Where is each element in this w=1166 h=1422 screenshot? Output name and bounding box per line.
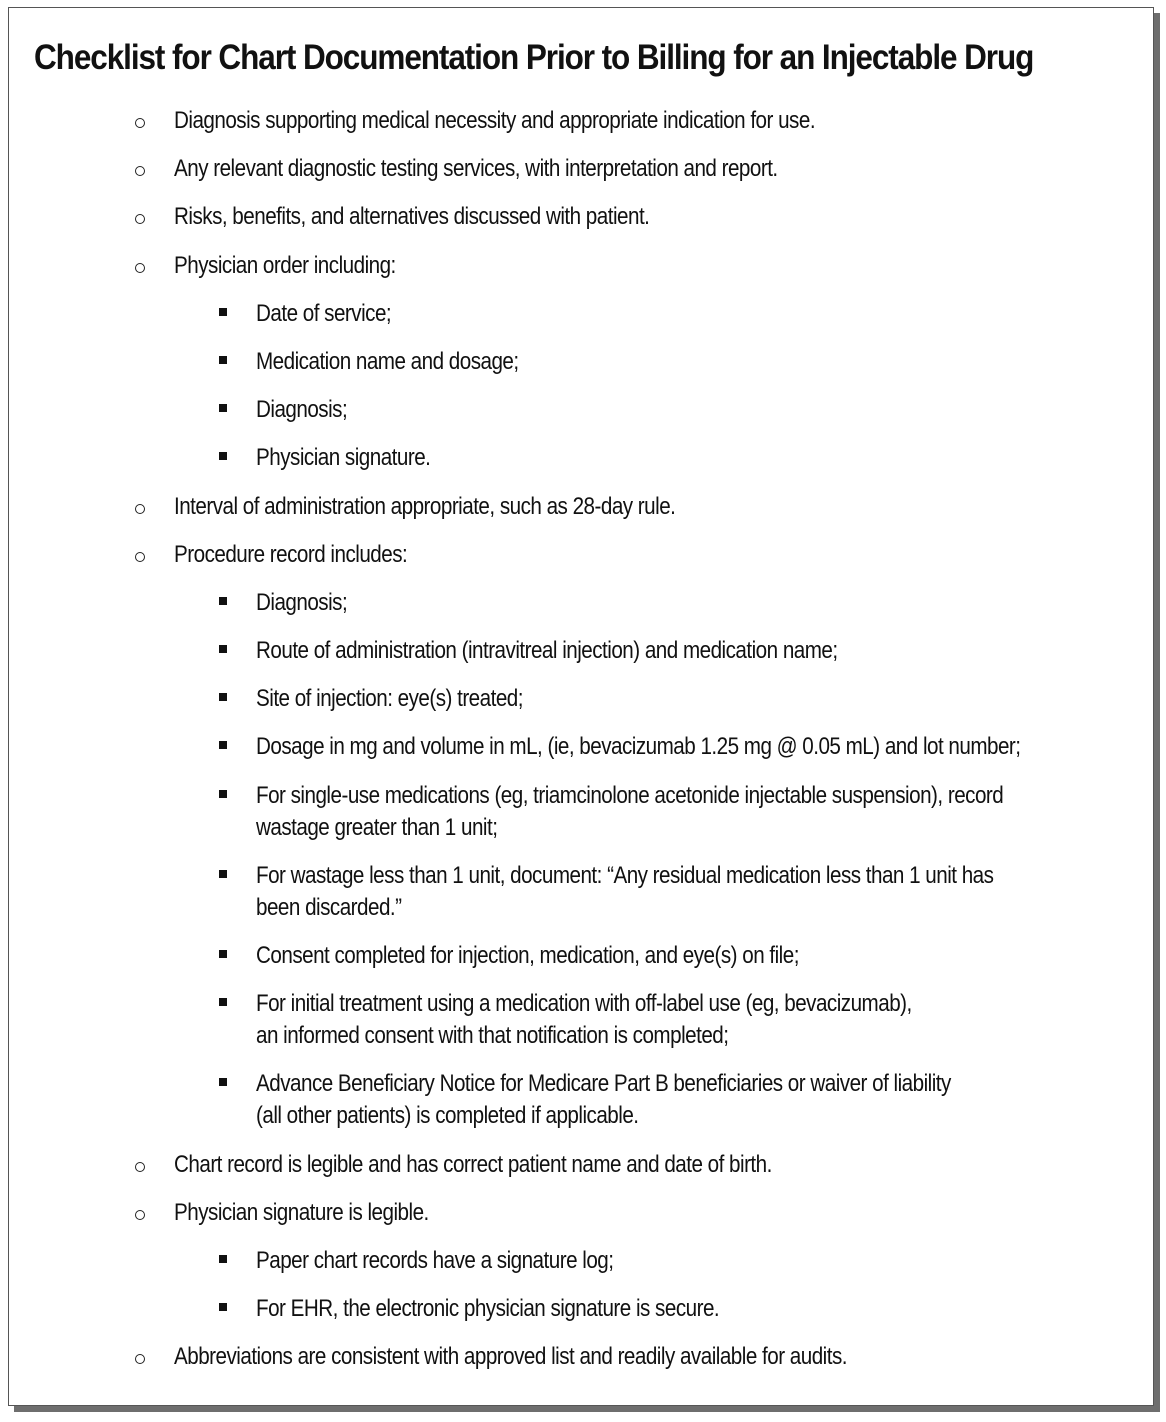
circle-bullet-icon — [135, 1162, 145, 1172]
checklist-item-text: Chart record is legible and has correct patient name and date of birth. — [174, 1150, 772, 1178]
circle-bullet-icon — [135, 504, 145, 514]
checklist-item-text: Paper chart records have a signature log; — [256, 1246, 614, 1274]
page-title: Checklist for Chart Documentation Prior to Billing for an Injectable Drug — [34, 38, 1034, 77]
checklist-item — [9, 105, 1153, 137]
checklist-subitem — [9, 635, 1153, 667]
square-bullet-icon — [219, 998, 227, 1006]
checklist-item-text: Any relevant diagnostic testing services, with interpretation and report. — [174, 155, 778, 183]
square-bullet-icon — [219, 1078, 227, 1086]
checklist-item-text: Physician order including: — [174, 251, 396, 279]
circle-bullet-icon — [135, 263, 145, 273]
checklist-panel — [8, 7, 1154, 1406]
square-bullet-icon — [219, 645, 227, 653]
checklist-item-text: Route of administration (intravitreal injection) and medication name; — [256, 637, 838, 665]
checklist-item-text: For EHR, the electronic physician signature is secure. — [256, 1295, 720, 1323]
circle-bullet-icon — [135, 118, 145, 128]
checklist — [9, 105, 1153, 1390]
checklist-item — [9, 539, 1153, 571]
checklist-item-text: Diagnosis supporting medical necessity and appropriate indication for use. — [174, 107, 816, 134]
checklist-item-text: Physician signature. — [256, 444, 431, 472]
checklist-item-text: Interval of administration appropriate, such as 28-day rule. — [174, 492, 676, 520]
checklist-item-text: Procedure record includes: — [174, 540, 408, 568]
checklist-item-text: Abbreviations are consistent with approved list and readily available for audits. — [174, 1343, 847, 1371]
square-bullet-icon — [219, 404, 227, 412]
checklist-item — [9, 250, 1153, 282]
checklist-item — [9, 201, 1153, 233]
checklist-item-text: Risks, benefits, and alternatives discussed with patient. — [174, 203, 650, 231]
checklist-subitem — [9, 442, 1153, 474]
checklist-item-text: Diagnosis; — [256, 588, 348, 616]
circle-bullet-icon — [135, 214, 145, 224]
square-bullet-icon — [219, 597, 227, 605]
circle-bullet-icon — [135, 1210, 145, 1220]
checklist-item-text: Dosage in mg and volume in mL, (ie, bevacizumab 1.25 mg @ 0.05 mL) and lot number; — [256, 733, 1021, 761]
square-bullet-icon — [219, 452, 227, 460]
checklist-subitem — [9, 587, 1153, 619]
checklist-subitem — [9, 298, 1153, 330]
checklist-item-text: Advance Beneficiary Notice for Medicare Part B beneficiaries or waiver of liability (all other patients) is completed if applicable. — [256, 1070, 951, 1130]
checklist-subitem — [9, 346, 1153, 378]
circle-bullet-icon — [135, 166, 145, 176]
square-bullet-icon — [219, 693, 227, 701]
checklist-item — [9, 1149, 1153, 1181]
checklist-item-text: For initial treatment using a medication with off-label use (eg, bevacizumab), an informed consent with that notification is completed; — [256, 990, 912, 1050]
square-bullet-icon — [219, 308, 227, 316]
checklist-item-text: Medication name and dosage; — [256, 347, 519, 375]
checklist-item-text: For single-use medications (eg, triamcinolone acetonide injectable suspension), record wastage greater than 1 unit; — [256, 781, 1004, 841]
circle-bullet-icon — [135, 1354, 145, 1364]
checklist-subitem — [9, 1068, 1153, 1132]
checklist-subitem — [9, 394, 1153, 426]
checklist-item — [9, 1341, 1153, 1373]
checklist-item — [9, 491, 1153, 523]
checklist-item — [9, 153, 1153, 185]
square-bullet-icon — [219, 950, 227, 958]
checklist-subitem — [9, 1245, 1153, 1277]
checklist-item-text: Date of service; — [256, 299, 392, 327]
checklist-subitem — [9, 683, 1153, 715]
checklist-subitem — [9, 731, 1153, 763]
square-bullet-icon — [219, 870, 227, 878]
square-bullet-icon — [219, 356, 227, 364]
square-bullet-icon — [219, 790, 227, 798]
checklist-subitem — [9, 940, 1153, 972]
checklist-item-text: Physician signature is legible. — [174, 1198, 429, 1226]
checklist-item-text: For wastage less than 1 unit, document: “Any residual medication less than 1 unit has been discarded.” — [256, 861, 994, 921]
square-bullet-icon — [219, 741, 227, 749]
checklist-subitem — [9, 860, 1153, 924]
checklist-item-text: Site of injection: eye(s) treated; — [256, 685, 523, 713]
checklist-item-text: Diagnosis; — [256, 396, 348, 424]
checklist-subitem — [9, 1293, 1153, 1325]
circle-bullet-icon — [135, 552, 145, 562]
checklist-subitem — [9, 988, 1153, 1052]
checklist-subitem — [9, 780, 1153, 844]
square-bullet-icon — [219, 1303, 227, 1311]
checklist-item — [9, 1197, 1153, 1229]
checklist-item-text: Consent completed for injection, medication, and eye(s) on file; — [256, 942, 799, 969]
square-bullet-icon — [219, 1255, 227, 1263]
